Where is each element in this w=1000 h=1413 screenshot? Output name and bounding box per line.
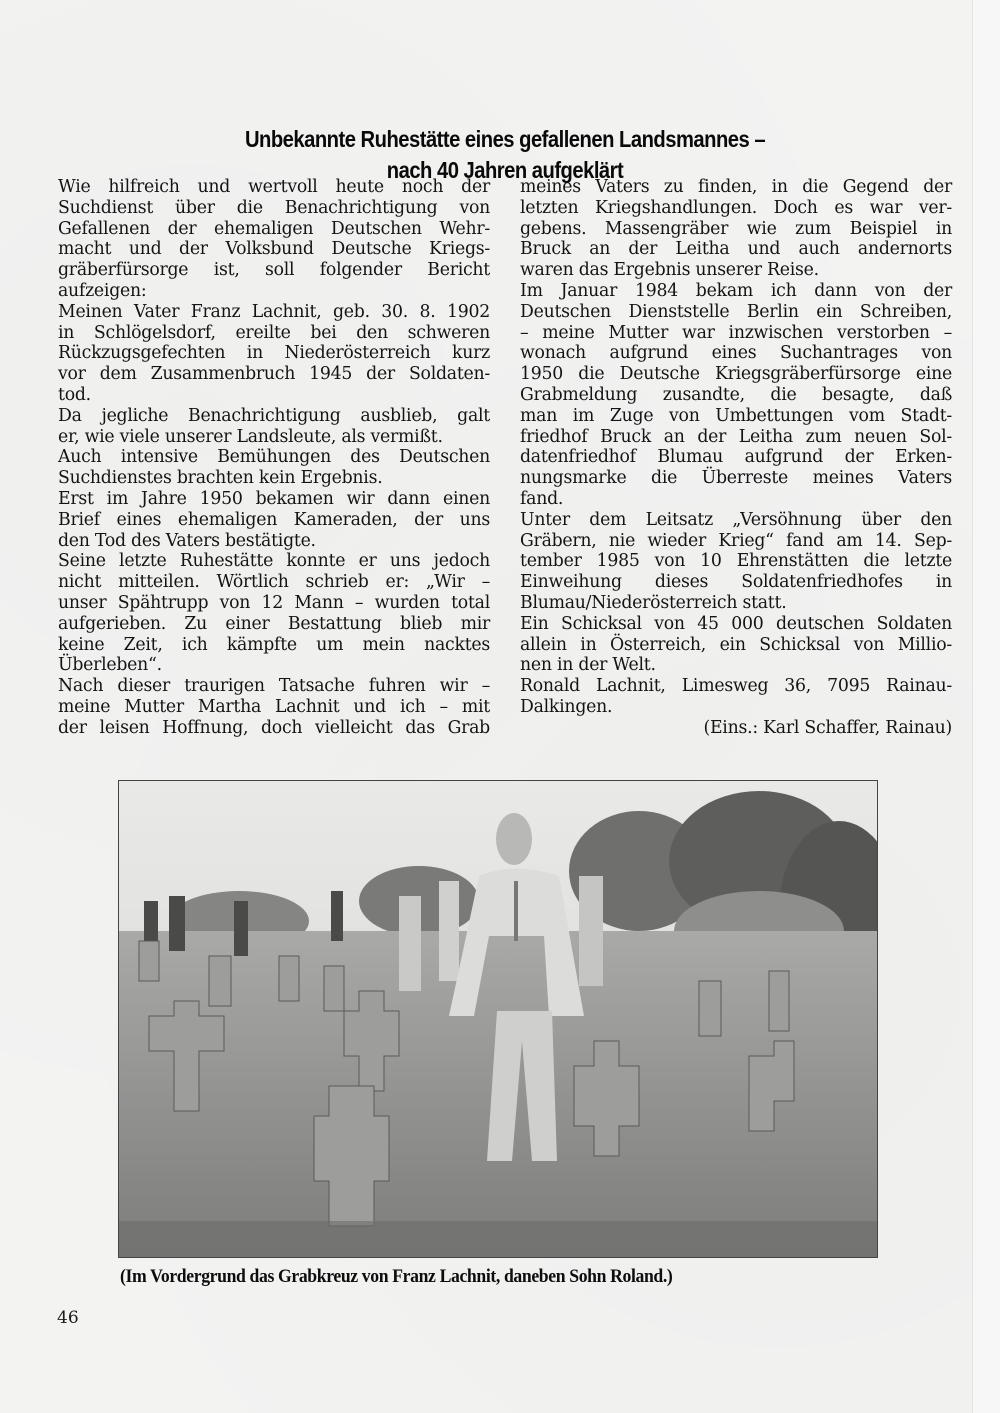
text-line: gräberfürsorge ist, soll folgender Bericht	[58, 260, 490, 281]
text-line: unser Spähtrupp von 12 Mann – wurden total	[58, 592, 490, 613]
headline-line-1: Unbekannte Ruhestätte eines gefallenen Landsmannes –	[244, 125, 766, 152]
text-line: Wie hilfreich und wertvoll heute noch der	[58, 177, 490, 197]
text-line: Bruck an der Leitha und auch andernorts	[520, 239, 952, 260]
text-line: macht und der Volksbund Deutsche Kriegs-	[58, 239, 490, 260]
text-line: man im Zuge von Umbettungen vom Stadt-	[520, 405, 952, 426]
text-line: Ronald Lachnit, Limesweg 36, 7095 Rainau-	[520, 676, 952, 697]
text-line: allein in Österreich, ein Schicksal von Millio-	[520, 634, 952, 655]
text-line: Suchdienstes brachten kein Ergebnis.	[58, 468, 383, 489]
text-line: friedhof Bruck an der Leitha zum neuen Sol-	[520, 426, 952, 447]
text-line: – meine Mutter war inzwischen verstorben –	[520, 322, 952, 343]
text-line: datenfriedhof Blumau aufgrund der Erken-	[520, 447, 952, 468]
text-line: gebens. Massengräber wie zum Beispiel in	[520, 218, 952, 239]
text-line: 1950 die Deutsche Kriegsgräberfürsorge eine	[520, 364, 952, 385]
page-number: 46	[57, 1308, 79, 1328]
text-line: waren das Ergebnis unserer Reise.	[520, 260, 819, 281]
article-left-column	[58, 177, 490, 739]
text-line: tember 1985 von 10 Ehrenstätten die letzte	[520, 551, 952, 572]
text-line: wonach aufgrund eines Suchantrages von	[520, 343, 952, 364]
text-line: Blumau/Niederösterreich statt.	[520, 592, 787, 613]
text-line: der leisen Hoffnung, doch vielleicht das Grab	[58, 717, 490, 738]
cemetery-photo	[118, 780, 878, 1258]
text-line: Überleben“.	[58, 655, 162, 676]
text-line: Brief eines ehemaligen Kameraden, der uns	[58, 509, 490, 530]
text-line: aufgerieben. Zu einer Bestattung blieb mir	[58, 613, 490, 634]
text-line: Nach dieser traurigen Tatsache fuhren wir –	[58, 676, 490, 697]
text-line: Meinen Vater Franz Lachnit, geb. 30. 8. 1902	[58, 301, 490, 322]
text-line: in Schlögelsdorf, ereilte bei den schweren	[58, 322, 490, 343]
text-line: Erst im Jahre 1950 bekamen wir dann einen	[58, 488, 490, 509]
text-line: Suchdienst über die Benachrichtigung von	[58, 197, 490, 218]
article-right-column	[520, 177, 952, 739]
text-line: Da jegliche Benachrichtigung ausblieb, galt	[58, 405, 490, 426]
text-line: Dalkingen.	[520, 696, 613, 717]
text-line: nicht mitteilen. Wörtlich schrieb er: „Wir –	[58, 572, 490, 593]
text-line: Deutschen Dienststelle Berlin ein Schreiben,	[520, 301, 952, 322]
text-line: Ein Schicksal von 45 000 deutschen Soldaten	[520, 613, 952, 634]
text-line: keine Zeit, ich kämpfte um mein nacktes	[58, 634, 490, 655]
text-line: nen in der Welt.	[520, 655, 656, 676]
text-line: vor dem Zusammenbruch 1945 der Soldaten-	[58, 364, 490, 385]
contributor-credit: (Eins.: Karl Schaffer, Rainau)	[703, 717, 952, 738]
text-line: Rückzugsgefechten in Niederösterreich kurz	[58, 343, 490, 364]
text-line: tod.	[58, 384, 91, 405]
text-line: Gefallenen der ehemaligen Deutschen Wehr-	[58, 218, 490, 239]
text-line: Gräbern, nie wieder Krieg“ fand am 14. Sep-	[520, 530, 952, 551]
text-line: den Tod des Vaters bestätigte.	[58, 530, 316, 551]
text-line: nungsmarke die Überreste meines Vaters	[520, 468, 952, 489]
text-line: Einweihung dieses Soldatenfriedhofes in	[520, 572, 952, 593]
text-line: er, wie viele unserer Landsleute, als vermißt.	[58, 426, 443, 447]
text-line: meine Mutter Martha Lachnit und ich – mit	[58, 696, 490, 717]
text-line: Grabmeldung zusandte, die besagte, daß	[520, 384, 952, 405]
text-line: letzten Kriegshandlungen. Doch es war ver-	[520, 197, 952, 218]
text-line: aufzeigen:	[58, 280, 147, 301]
text-line: Unter dem Leitsatz „Versöhnung über den	[520, 509, 952, 530]
text-line: fand.	[520, 488, 564, 509]
headline-line-2: nach 40 Jahren aufgeklärt	[386, 156, 624, 183]
text-line: Seine letzte Ruhestätte konnte er uns jedoch	[58, 551, 490, 572]
photo-caption: (Im Vordergrund das Grabkreuz von Franz Lachnit, daneben Sohn Roland.)	[120, 1266, 673, 1287]
text-line: Im Januar 1984 bekam ich dann von der	[520, 280, 952, 301]
text-line: Auch intensive Bemühungen des Deutschen	[58, 447, 490, 468]
text-line: meines Vaters zu finden, in die Gegend der	[520, 177, 952, 197]
